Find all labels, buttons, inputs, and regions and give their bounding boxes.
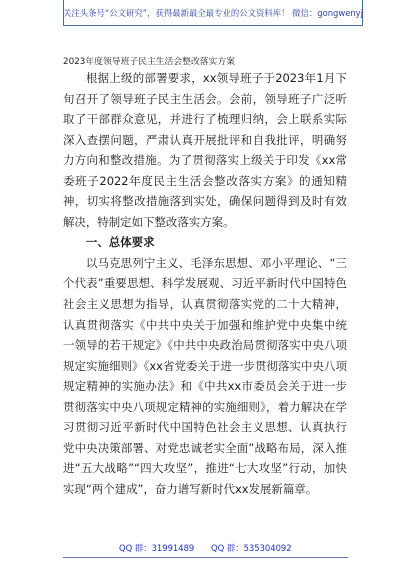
promo-banner-text: 关注头条号“公文研究”，获得最新最全最专业的公文资料库！ 微信：gongwenyj [63, 7, 363, 18]
promo-banner [63, 0, 363, 26]
intro-paragraph: 根据上级的部署要求，xx领导班子于2023年1月下旬召开了领导班子民主生活会。会前，领导班子广泛听取了干部群众意见，并进行了梳理归纳，会上联系实际深入查摆问题，严肃认真开展批评和自我批评，明确努力方向和整改措施。为了贯彻落实上级关于印发《xx常委班子2022年度民主生活会整改落实方案》的通知精神，切实将整改措施落到实处，确保问题得到及时有效解决，特制定如下整改落实方案。 [63, 71, 347, 229]
general-requirements-paragraph: 以马克思列宁主义、毛泽东思想、邓小平理论、“三个代表”重要思想、科学发展观、习近平新时代中国特色社会主义思想为指导，认真贯彻落实党的二十大精神，认真贯彻落实《中共中央关于加强和维护党中央集中统一领导的若干规定》《中共中央政治局贯彻落实中央八项规定实施细则》《xx省党委关于进一步贯彻落实中央八项规定精神的实施办法》和《中共xx市委员会关于进一步贯彻落实中央八项规定精神的实施细则》，着力解决在学习贯彻习近平新时代中国特色社会主义思想、认真执行党中央决策部署、对党忠诚老实全面”战略布局，深入推进“五大战略”“四大攻坚”，推进“七大攻坚”行动，加快实现“两个建成”，奋力谱写新时代xx发展新篇章。 [63, 255, 347, 496]
section-heading-general-requirements: 一、总体要求 [85, 235, 155, 250]
footer-underline [63, 557, 348, 558]
document-title: 2023年度领导班子民主生活会整改落实方案 [63, 57, 235, 67]
footer-qq-group-2: QQ 群：535304092 [211, 543, 292, 553]
document-body [63, 68, 347, 499]
footer-qq-group-1: QQ 群：31991489 [119, 543, 195, 553]
